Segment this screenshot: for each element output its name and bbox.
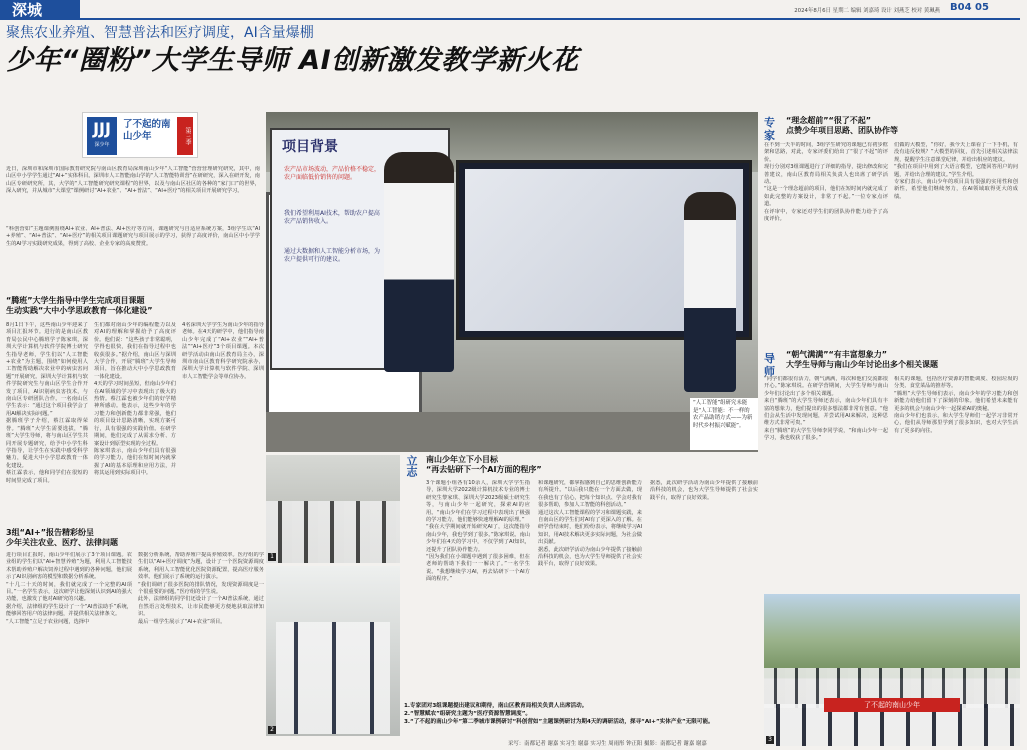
s4-col2-p1: 们做的大模型，“你好，我今天上课看了一下手机，有没有违反校规？”大模型的回复，首先引述相关法律法规，提醒学生注意课堂纪律，并给出相应的建议。 <box>894 142 1018 163</box>
s1-col2-p3: 陈家琪表示，南山少年们具有很强的学习能力，他们在短时间内就掌握了AI的基本原理和应用方法，并将其运用到实际项目中。 <box>94 447 176 477</box>
s3-col2-p2: 通过这次人工智能课程的学习和课题实践，来自南山区的学生们对AI有了更深入的了解。在研学营结束时，他们纷纷表示，将继续学习AI知识，用AI技术解决更多实际问题，为社会做出贡献。 <box>538 509 642 546</box>
section4-title-1: “理念超前”“很了不起” <box>786 116 872 125</box>
lead-paragraph: 近日，深圳市和深圳市国际教育研究院与南山区教育局深圳南山少年“人工智能”营营营理研究研究，其中，南山区中小学学生通过“AI+”实体科目。深圳市人工智能南山学的“人工智能特训营”在研研究，深入在研开发，南山区专研研究所，其，大学的“人工智能研究研究课程”的世界，以及与南山区社区的各种的“家门口”的世界，深入研究，并从城市“大课堂”课例研讨“AI+农业”、“AI+普法”、“AI+医疗”的相关项目开展研究学习。 <box>6 166 260 195</box>
s2-col1-p2: “十几二十天的时间，我们就完成了一个完整的AI项目。”一名学生表示，这次研学让他深刻认识到AI的强大功能，也激发了他对AI研究的兴趣。 <box>6 581 132 603</box>
s3-col1-p2: “我在大学期间就开始研究AI了，这次能指导南山少年，我也学到了很多。”陈家琪说。南山少年们在4天的学习中，不仅学到了AI知识，还提升了团队协作能力。 <box>426 524 530 553</box>
column-title: 了不起的南山少年 <box>123 119 171 142</box>
s5-col2-p3: 南山少年们也表示，和大学生导师们一起学习非常开心，他们从导师那里学到了很多知识，也对大学生活有了更多的向往。 <box>894 413 1018 434</box>
photo-number-3: 3 <box>766 736 774 744</box>
s3-col2 <box>538 480 642 618</box>
photo-2 <box>266 566 400 736</box>
s1-col3: 4名深圳大学学生为南山少年的指导老师。在4天的研学中，他们指导南山少年完成了“AI+农业”“AI+普法”“AI+医疗”3个项目课题。本次研学活动由南山区教育局主办，深圳市南山区教育科学研究院承办，深圳大学计算机与软件学院、深圳市人工智能学会等单位协办。 <box>182 322 264 380</box>
slide-bullet-2: 我们希望利用AI技术，帮助农户提高农产品销售收入。 <box>284 210 380 225</box>
s5-col1-p3: 来自“腾班”的大学生导师李同学说，“和南山少年一起学习，我也收获了很多。” <box>764 427 888 442</box>
slide-bullet-1: 农产品市场波动，产品价格不稳定，农户面临低价销售的问题。 <box>284 166 381 181</box>
s4-col1-p2: 现行分别对3组课题进行了详细的指导，提出修改和完善建议，南山区教育局相关负责人也出席了研学活动。 <box>764 164 888 186</box>
masthead <box>0 0 1027 20</box>
s2-col1-p1: 进行项目汇报时，南山少年们展示了3个项目课题。农业组的学生们以“AI+智慧养殖”为题，利用人工智能技术帮助养殖户解决饲养过程中遇到的各种问题，他们展示了AI识别病害的模型和数据分析系统。 <box>6 552 132 581</box>
s1-col1-p1: 8月1日下午，这些南山少年迎来了项目汇报环节。进行的是南山区教育局公民中心腾班学子陈家琪，深圳大学计算机与软件学院博士研究生指导老师，学生们以“人工智能+农业”为主题，围绕“如何使用人工智能帮助解决农业中的病虫害问题”开展研究。深圳大学计算机与软件学院研究生与南山区学生合作开发了项目，AI识别病虫害技术，与南山区专研团队合作。一名南山区学生表示：“通过这个项目我学会了用AI解决实际问题。” <box>6 322 88 417</box>
photo-number-1: 1 <box>268 553 276 561</box>
s5-col2-p2: “腾班”大学生导师们表示，南山少年的学习能力和创新能力给他们留下了深刻的印象。他们希望未来能有更多的机会与南山少年一起探索AI的奥秘。 <box>894 390 1018 412</box>
kicker: 聚焦农业养殖、智慧普法和医疗调度，AI含量爆棚 <box>6 25 314 41</box>
section2-heading <box>6 528 264 548</box>
s5-col1-p2: 来自“腾班”的大学生导师还表示，南山少年们具有丰富的想象力，他们提出的很多想法都非常有创意。“他们会从生活中发现问题，并尝试用AI来解决，这种思维方式非常可贵。” <box>764 398 888 427</box>
photo-1 <box>266 455 400 563</box>
page-number: B04 05 <box>950 2 989 13</box>
credits: 采写：南都记者 谢嘉 实习生 谢嘉 实习生 周雨彤 钟正阳 摄影：南都记者 谢嘉 谢嘉 <box>508 741 707 747</box>
brand-label: 深少年 <box>94 142 110 148</box>
s2-col2 <box>138 552 264 746</box>
s5-col1-p1: “同学们都很有活力，朝气满满，每次和他们交流都很开心。”陈家琪说。在研学营期间，大学生导师与南山少年们讨论出了多个相关课题。 <box>764 376 888 397</box>
masthead-info: 2024年8月6日 星期二 编辑 刘嘉琦 设计 刘燕芝 校对 黄珮燕 <box>794 8 940 14</box>
s4-col1-p4: 在评审中，专家还对学生们的团队协作能力给予了高度评价。 <box>764 208 888 223</box>
s2-col1-p4: “人工智能”立足于农业问题，选择中 <box>6 618 90 625</box>
caption-item-2: 2.“智慧赋农”组研究主题为“医疗资源智慧调度”。 <box>404 711 532 717</box>
section3-body <box>426 480 760 618</box>
slide-bullet-3: 通过大数据和人工智能分析市场，为农户提供可行的建议。 <box>284 248 381 263</box>
section4-body <box>764 142 1020 346</box>
s3-col1-p1: 3个课题小组各有10余人，深圳大学学生指导，深圳大学2022级计算机技术专业的博士研究生黎家琪、深圳大学2023级硕士研究生等，与南山少年一起研究，探索AI的应用。“南山少年们在学习过程中表现出了极强的学习能力，他们能够快速理解AI的原理。” <box>426 480 530 524</box>
section2-title-1: 3组“AI+”报告精彩纷呈 <box>6 528 94 537</box>
section5-body <box>764 376 1020 588</box>
s1-col1 <box>6 322 88 522</box>
season-badge: 第三季 <box>177 117 193 155</box>
s4-col1-p1: 在不到一天半的时间，3组学生研究的课题已有初步框架和思路，对此，专家评委们给出了“很了不起”的评价。 <box>764 142 888 163</box>
s1-col2 <box>94 322 176 522</box>
s5-col2-p1: 相关的课题，包括医疗资源的智能调度、校园垃圾的分类、食堂菜品的推荐等。 <box>894 376 1018 390</box>
section5-tag: 导师 <box>764 352 775 378</box>
section3-title-2: “再去钻研下一个AI方面的程序” <box>426 465 542 474</box>
s4-col2 <box>894 142 1018 346</box>
section1-title-2: 生动实践“大中小学思政教育一体化建设” <box>6 306 153 315</box>
section5-heading <box>786 350 1016 370</box>
slide-title: 项目背景 <box>282 139 338 155</box>
photo-2-students <box>276 622 390 734</box>
caption-main-photo: “人工智能”组研究未能是“人工智能：不一样的农产品助销方式——为新时代乡村振兴赋能”。 <box>690 398 758 450</box>
brand-glyph-icon: JJJ <box>93 119 111 138</box>
brand-mark <box>87 117 117 155</box>
section2-title-2: 少年关注农业、医疗、法律问题 <box>6 538 118 547</box>
s3-col2-p1: 和课题研究，都掌握感到自己的思维创新能力有所提升。“以后我只能在一个方面去做，现在我也有了信心，把每个知识点、学会对我有很多帮助，参加人工智能的科创活动。” <box>538 480 642 509</box>
section1-body <box>6 322 264 522</box>
s1-col2-p1: 生们都对南山少年的编程能力以及对AI的理解和掌握给予了高度评价。他们说：“这些孩子非常聪明，学得也很快，我们在指导过程中也收获很多。”据介绍，南山区与深圳大学合作，开展“腾班”大学生导师项目，旨在推动大中小学思政教育一体化建设。 <box>94 322 176 380</box>
main-photo <box>266 112 758 452</box>
student-right <box>684 192 736 392</box>
s5-col2 <box>894 376 1018 588</box>
photo-3 <box>764 594 1020 746</box>
s4-col2-p2: “我们在项目中用到了大语言模型，它能回答用户的问题，并给出合理的建议。”学生介绍。 <box>894 164 1018 178</box>
s1-col2-p2: 4天的学习时间虽短，但南山少年们在AI领域的学习中表现出了极大的热情。蔡江霖也被少年们的好学精神所感动。他表示，这些少年的学习能力和创新能力都非常强，他们的项目设计思路清晰，实现方案可行，具有很强的实践价值。在研学期间，他们完成了从需求分析、方案设计到原型实现的全过程。 <box>94 381 176 447</box>
s4-col2-p3: 专家们表示，南山少年的项目具有很强的实用性和创新性，希望他们继续努力，在AI领域取得更大的成绩。 <box>894 179 1018 200</box>
s2-col1 <box>6 552 132 746</box>
section1-title-1: “腾班”大学生指导中学生完成项目课题 <box>6 296 145 305</box>
s3-col1 <box>426 480 530 618</box>
section-tag: 深城 <box>0 0 80 20</box>
caption-item-1: 1.专家团对3组课题提出建议和期待，南山区教育局相关负责人出席活动。 <box>404 703 588 709</box>
photo-number-2: 2 <box>268 726 276 734</box>
section3-tag: 立志 <box>405 455 418 477</box>
section2-body <box>6 552 264 746</box>
photo-1-people <box>266 501 400 563</box>
s3-col3: 据悉，此次研学活动为南山少年提供了接触前沿科技的机会，也为大学生导师提供了社会实践平台，取得了良好效果。 <box>650 480 758 501</box>
s2-col2-p1: 数据分析系统，帮助养殖户提高养殖效率。医疗组的学生们以“AI+医疗调度”为题，设计了一个医院资源调度系统，利用人工智能优化医院资源配置，提高医疗服务效率。他们展示了系统的运行演示。 <box>138 552 264 581</box>
section4-title-2: 点赞少年项目思路、团队协作等 <box>786 126 898 135</box>
section3-heading <box>426 455 760 475</box>
s3-col2-p3: 据悉，此次研学活动为南山少年提供了接触前沿科技的机会，也为大学生导师提供了社会实践平台，取得了良好效果。 <box>538 546 642 568</box>
section5-title-2: 大学生导师与南山少年讨论出多个相关课题 <box>786 360 938 369</box>
main-headline: 少年“圈粉”大学生导师 AI创新激发教学新火花 <box>6 45 579 76</box>
section4-tag: 专家 <box>764 116 775 142</box>
s3-col1-p3: “因为我们在小课题中遇到了很多困难，但在老师的帮助下我们一一解决了。”一名学生说。“我想继续学习AI，再去钻研下一个AI方面的程序。” <box>426 554 530 583</box>
caption-item-3: 3.“了不起的南山少年”第二季城市课例研讨“科创营如”主题课例研讨为期4天的调研活动，探寻“AI+”实体产业”无限可能。 <box>404 719 714 725</box>
s5-col1 <box>764 376 888 588</box>
student-left <box>384 152 454 372</box>
s2-col2-p2: “我们调研了很多医院的排队情况，发现资源调度是一个很重要的问题。”医疗组的学生说。 <box>138 581 264 596</box>
s4-col1-p3: “这是一个理念超前的项目，他们在短时间内就完成了如此完整的方案设计，非常了不起。”一位专家点评道。 <box>764 186 888 208</box>
s2-col2-p4: 最后一组学生展示了“AI+农业”项目。 <box>138 618 226 625</box>
section4-heading <box>786 116 1016 136</box>
s1-col1-p3: 蔡江霖表示，他和同学们在很短的时间里完成了项目。 <box>6 470 88 484</box>
group-banner: 了不起的南山少年 <box>824 698 960 712</box>
s1-col1-p2: 据腾班学子介绍，蔡江霖取得荣誉。“腾班”大学生需要选拔，“腾班”大学生导师，将与南山区学生共同开展专题研究，给予中小学生科学指导，让学生在实践中感受科学魅力，促进大中小学思政教育一体化建设。 <box>6 418 88 469</box>
lead-paragraph-2: “科创营如”主题课例围绕AI+农业、AI+普法、AI+医疗等方向，课题研究与自适应系统方案，3组学生以“AI+养殖”、“AI+普法”、“AI+医疗”的相关项目课题研究与项目展示的学习，获得了高度评价，南山区中小学学生的AI学习实践研究成果，得到了高校、企业专家的高度赞赏。 <box>6 226 260 247</box>
section5-title-1: “朝气满满”“有丰富想象力” <box>786 350 888 359</box>
s2-col1-p3: 据介绍，法律组的学生设计了一个“AI普法助手”系统，能够回答用户的法律问题，并提供相关法律条文。 <box>6 603 132 618</box>
masthead-rule <box>80 18 1020 20</box>
table <box>266 412 758 452</box>
column-logo <box>82 112 198 158</box>
section3-title-1: 南山少年立下小目标 <box>426 455 498 464</box>
s2-col2-p3: 此外，法律组的同学们还设计了一个AI普法系统，通过自然语言处理技术，让市民能够更方便地获取法律知识。 <box>138 596 264 618</box>
s4-col1 <box>764 142 888 346</box>
section1-heading <box>6 296 264 316</box>
